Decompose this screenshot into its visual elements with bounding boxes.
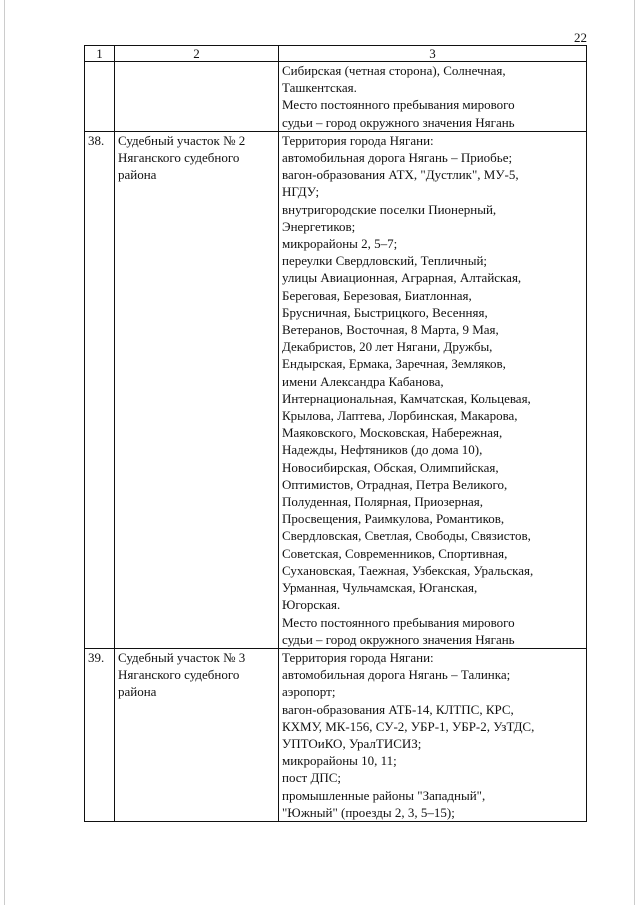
page-number: 22 xyxy=(574,30,587,45)
district-name-cell xyxy=(115,648,279,821)
row-number: 39. xyxy=(85,648,115,821)
territory-line: Ташкентская. xyxy=(282,80,357,96)
territory-line: аэропорт; xyxy=(282,684,336,700)
territory-line: Сибирская (четная сторона), Солнечная, xyxy=(282,63,506,78)
territory-line: Просвещения, Раимкулова, Романтиков, xyxy=(282,511,505,527)
territory-line: УПТОиКО, УралТИСИЗ; xyxy=(282,735,422,751)
territory-line: вагон-образования АТБ-14, КЛТПС, КРС, xyxy=(282,701,514,717)
district-name-line: Няганского судебного xyxy=(118,150,240,166)
table-row xyxy=(85,62,587,132)
territory-line: микрорайоны 10, 11; xyxy=(282,753,397,769)
territory-line: Урманная, Чульчамская, Юганская, xyxy=(282,580,478,596)
header-col-3: 3 xyxy=(279,46,587,62)
district-name-line: района xyxy=(118,684,157,700)
territory-line: судьи – город окружного значения Нягань xyxy=(282,114,515,130)
territory-line: улицы Авиационная, Аграрная, Алтайская, xyxy=(282,270,522,286)
district-name-line: Судебный участок № 2 xyxy=(118,132,246,148)
territory-line: автомобильная дорога Нягань – Талинка; xyxy=(282,667,511,683)
territory-line: судьи – город окружного значения Нягань xyxy=(282,631,515,647)
territory-cell xyxy=(279,62,587,132)
territory-line: Советская, Современников, Спортивная, xyxy=(282,545,508,561)
territory-line: промышленные районы "Западный", xyxy=(282,787,486,803)
territory-line: Новосибирская, Обская, Олимпийская, xyxy=(282,459,499,475)
territory-line: Ветеранов, Восточная, 8 Марта, 9 Мая, xyxy=(282,322,499,338)
left-page-edge xyxy=(4,0,5,905)
table-row xyxy=(85,131,587,648)
territory-line: Полуденная, Полярная, Приозерная, xyxy=(282,494,484,510)
territory-line: пост ДПС; xyxy=(282,770,342,786)
territory-line: вагон-образования АТХ, "Дустлик", МУ-5, xyxy=(282,167,519,183)
table-body xyxy=(85,62,587,822)
district-name-line: района xyxy=(118,167,157,183)
territory-line: Место постоянного пребывания мирового xyxy=(282,614,515,630)
territory-line: Место постоянного пребывания мирового xyxy=(282,97,515,113)
territory-cell xyxy=(279,648,587,821)
territory-line: Территория города Нягани: xyxy=(282,649,434,665)
header-col-2: 2 xyxy=(115,46,279,62)
territory-cell xyxy=(279,131,587,648)
territory-line: Свердловская, Светлая, Свободы, Связистов, xyxy=(282,528,531,544)
district-name-cell xyxy=(115,131,279,648)
territory-line: Территория города Нягани: xyxy=(282,132,434,148)
territory-line: Декабристов, 20 лет Нягани, Дружбы, xyxy=(282,339,493,355)
territory-line: внутригородские поселки Пионерный, xyxy=(282,201,497,217)
territory-line: Ендырская, Ермака, Заречная, Земляков, xyxy=(282,356,506,372)
territory-line: микрорайоны 2, 5–7; xyxy=(282,236,398,252)
territory-line: Маяковского, Московская, Набережная, xyxy=(282,425,503,441)
territory-line: Береговая, Березовая, Биатлонная, xyxy=(282,287,472,303)
table-row xyxy=(85,648,587,821)
territory-line: Крылова, Лаптева, Лорбинская, Макарова, xyxy=(282,408,518,424)
header-col-1: 1 xyxy=(85,46,115,62)
district-name-line: Няганского судебного xyxy=(118,667,240,683)
territory-line: Югорская. xyxy=(282,597,341,613)
district-name-line: Судебный участок № 3 xyxy=(118,649,246,665)
territory-line: НГДУ; xyxy=(282,184,320,200)
territory-line: "Южный" (проезды 2, 3, 5–15); xyxy=(282,804,455,820)
row-number: 38. xyxy=(85,131,115,648)
right-page-edge xyxy=(634,0,635,905)
row-number xyxy=(85,62,115,132)
territory-line: Надежды, Нефтяников (до дома 10), xyxy=(282,442,483,458)
territory-line: Энергетиков; xyxy=(282,218,356,234)
district-name-cell xyxy=(115,62,279,132)
territory-line: переулки Свердловский, Тепличный; xyxy=(282,253,488,269)
districts-table xyxy=(84,45,587,822)
territory-line: автомобильная дорога Нягань – Приобье; xyxy=(282,150,513,166)
table-header xyxy=(85,46,587,62)
territory-line: Брусничная, Быстрицкого, Весенняя, xyxy=(282,304,488,320)
territory-line: Интернациональная, Камчатская, Кольцевая, xyxy=(282,390,531,406)
territory-line: Сухановская, Таежная, Узбекская, Уральская, xyxy=(282,562,534,578)
territory-line: Оптимистов, Отрадная, Петра Великого, xyxy=(282,476,508,492)
territory-line: КХМУ, МК-156, СУ-2, УБР-1, УБР-2, УзТДС, xyxy=(282,718,535,734)
territory-line: имени Александра Кабанова, xyxy=(282,373,444,389)
